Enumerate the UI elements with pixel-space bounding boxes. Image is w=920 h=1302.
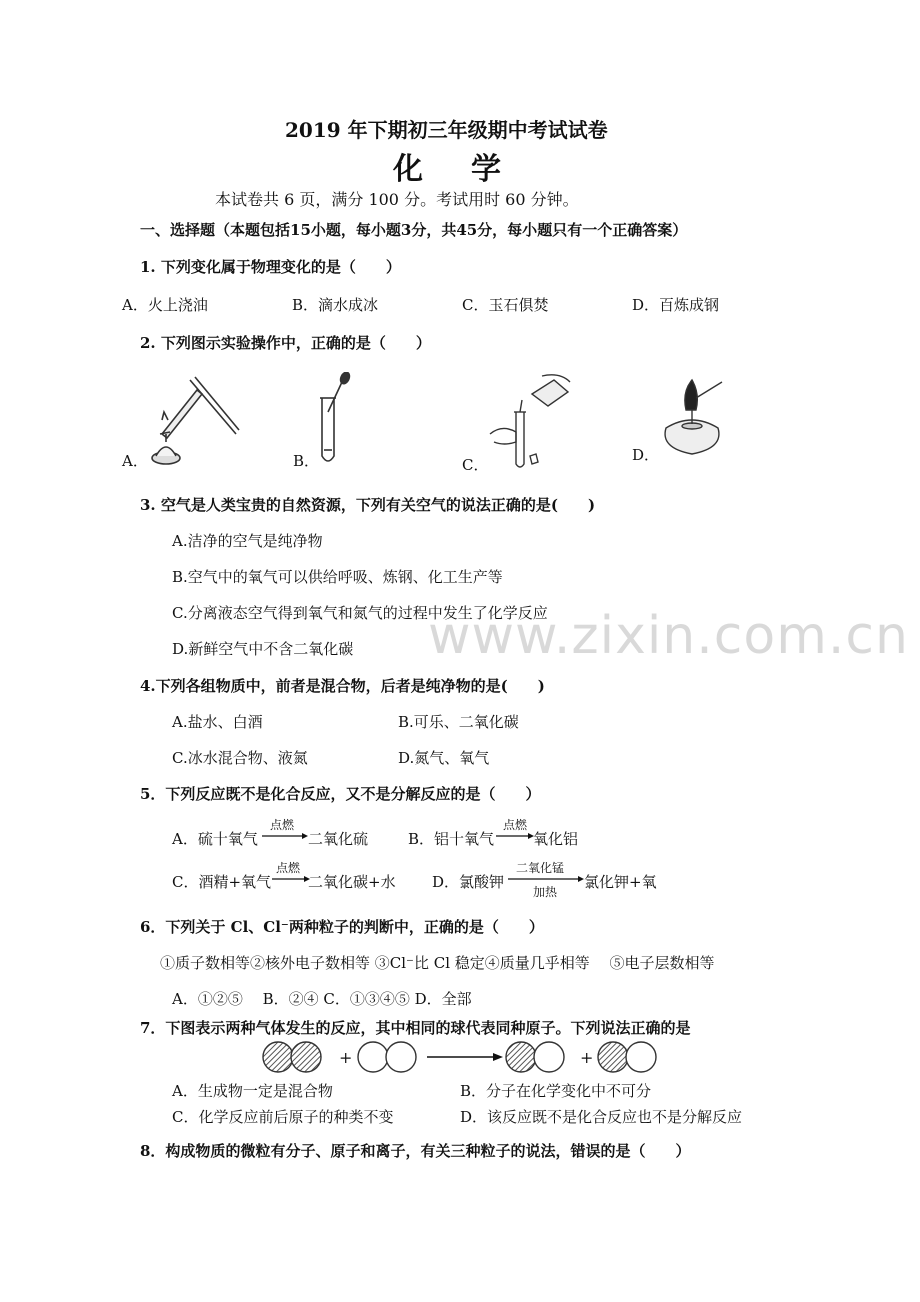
q5-d-product: 氯化钾+氧 bbox=[584, 873, 657, 891]
q4-option-b: B.可乐、二氧化碳 bbox=[398, 713, 519, 731]
question-7-stem: 7．下图表示两种气体发生的反应，其中相同的球代表同种原子。下列说法正确的是 bbox=[140, 1019, 691, 1037]
subject-title: 化学 bbox=[393, 152, 549, 187]
section-heading: 一、选择题（本题包括15小题，每小题3分，共45分，每小题只有一个正确答案） bbox=[140, 221, 688, 239]
q1-option-b: B．滴水成冰 bbox=[292, 296, 379, 314]
q5-c-arrow bbox=[272, 875, 310, 883]
q1-option-c: C．玉石俱焚 bbox=[462, 296, 549, 314]
q1-option-a: A．火上浇油 bbox=[122, 296, 208, 314]
reaction-molecule-diagram bbox=[255, 1036, 675, 1078]
q5-b-product: 氧化铝 bbox=[533, 830, 579, 848]
q5-d-condition-bottom: 加热 bbox=[533, 885, 558, 899]
question-2-stem: 2. 下列图示实验操作中，正确的是（ ） bbox=[140, 334, 431, 352]
alcohol-lamp-figure bbox=[652, 374, 732, 460]
question-5-stem: 5．下列反应既不是化合反应，又不是分解反应的是（ ） bbox=[140, 785, 541, 803]
test-tube-dropper-figure bbox=[312, 372, 362, 468]
question-8-stem: 8．构成物质的微粒有分子、原子和离子，有关三种粒子的说法，错误的是（ ） bbox=[140, 1142, 691, 1160]
q5-c-condition: 点燃 bbox=[276, 861, 301, 875]
q5-d-arrow bbox=[508, 875, 584, 883]
q6-statements: ①质子数相等②核外电子数相等 ③Cl⁻比 Cl 稳定④质量几乎相等 ⑤电子层数相等 bbox=[160, 954, 715, 972]
q7-option-b: B．分子在化学变化中不可分 bbox=[460, 1082, 652, 1100]
q7-option-c: C．化学反应前后原子的种类不变 bbox=[172, 1108, 394, 1126]
q5-b-reactants: B．铝十氧气 bbox=[408, 830, 495, 848]
q4-option-a: A.盐水、白酒 bbox=[172, 713, 263, 731]
q1-option-d: D．百炼成钢 bbox=[632, 296, 720, 314]
q7-option-d: D．该反应既不是化合反应也不是分解反应 bbox=[460, 1108, 743, 1126]
q2-option-d: D． bbox=[632, 446, 660, 464]
heating-test-tube-figure bbox=[142, 372, 242, 468]
q5-c-product: 二氧化碳+水 bbox=[308, 873, 396, 891]
q3-option-b: B.空气中的氧气可以供给呼吸、炼钢、化工生产等 bbox=[172, 568, 503, 586]
q4-option-d: D.氮气、氧气 bbox=[398, 749, 490, 767]
exam-info: 本试卷共 6 页，满分 100 分。考试用时 60 分钟。 bbox=[215, 190, 579, 209]
q5-c-reactants: C．酒精+氧气 bbox=[172, 873, 272, 891]
q5-d-reactants: D．氯酸钾 bbox=[432, 873, 505, 891]
q7-option-a: A．生成物一定是混合物 bbox=[172, 1082, 333, 1100]
reaction-plus-1: + bbox=[339, 1048, 353, 1067]
question-4-stem: 4.下列各组物质中，前者是混合物，后者是纯净物的是( ) bbox=[140, 677, 545, 695]
q2-option-c: C． bbox=[462, 456, 489, 474]
q3-option-d: D.新鲜空气中不含二氧化碳 bbox=[172, 640, 354, 658]
watermark: www.zixin.com.cn bbox=[428, 606, 909, 666]
question-1-stem: 1. 下列变化属于物理变化的是（ ） bbox=[140, 258, 401, 276]
q5-d-condition-top: 二氧化锰 bbox=[516, 861, 565, 875]
reaction-plus-2: + bbox=[580, 1048, 594, 1067]
pouring-liquid-figure bbox=[482, 372, 582, 472]
question-6-stem: 6．下列关于 Cl、Cl⁻两种粒子的判断中，正确的是（ ） bbox=[140, 918, 544, 936]
q3-option-c: C.分离液态空气得到氧气和氮气的过程中发生了化学反应 bbox=[172, 604, 548, 622]
q5-a-product: 二氧化硫 bbox=[308, 830, 369, 848]
q5-b-condition: 点燃 bbox=[503, 818, 528, 832]
q5-b-arrow bbox=[496, 832, 534, 840]
q5-a-reactants: A．硫十氧气 bbox=[172, 830, 258, 848]
question-3-stem: 3. 空气是人类宝贵的自然资源，下列有关空气的说法正确的是( ) bbox=[140, 496, 596, 514]
q4-option-c: C.冰水混合物、液氮 bbox=[172, 749, 308, 767]
exam-title: 2019 年下期初三年级期中考试试卷 bbox=[285, 118, 608, 142]
q5-a-condition: 点燃 bbox=[270, 818, 295, 832]
q6-options: A．①②⑤ B．②④ C．①③④⑤ D．全部 bbox=[172, 990, 472, 1008]
q5-a-arrow bbox=[262, 832, 308, 840]
q2-option-b: B． bbox=[293, 452, 320, 470]
q3-option-a: A.洁净的空气是纯净物 bbox=[172, 532, 323, 550]
q2-option-a: A． bbox=[122, 452, 148, 470]
